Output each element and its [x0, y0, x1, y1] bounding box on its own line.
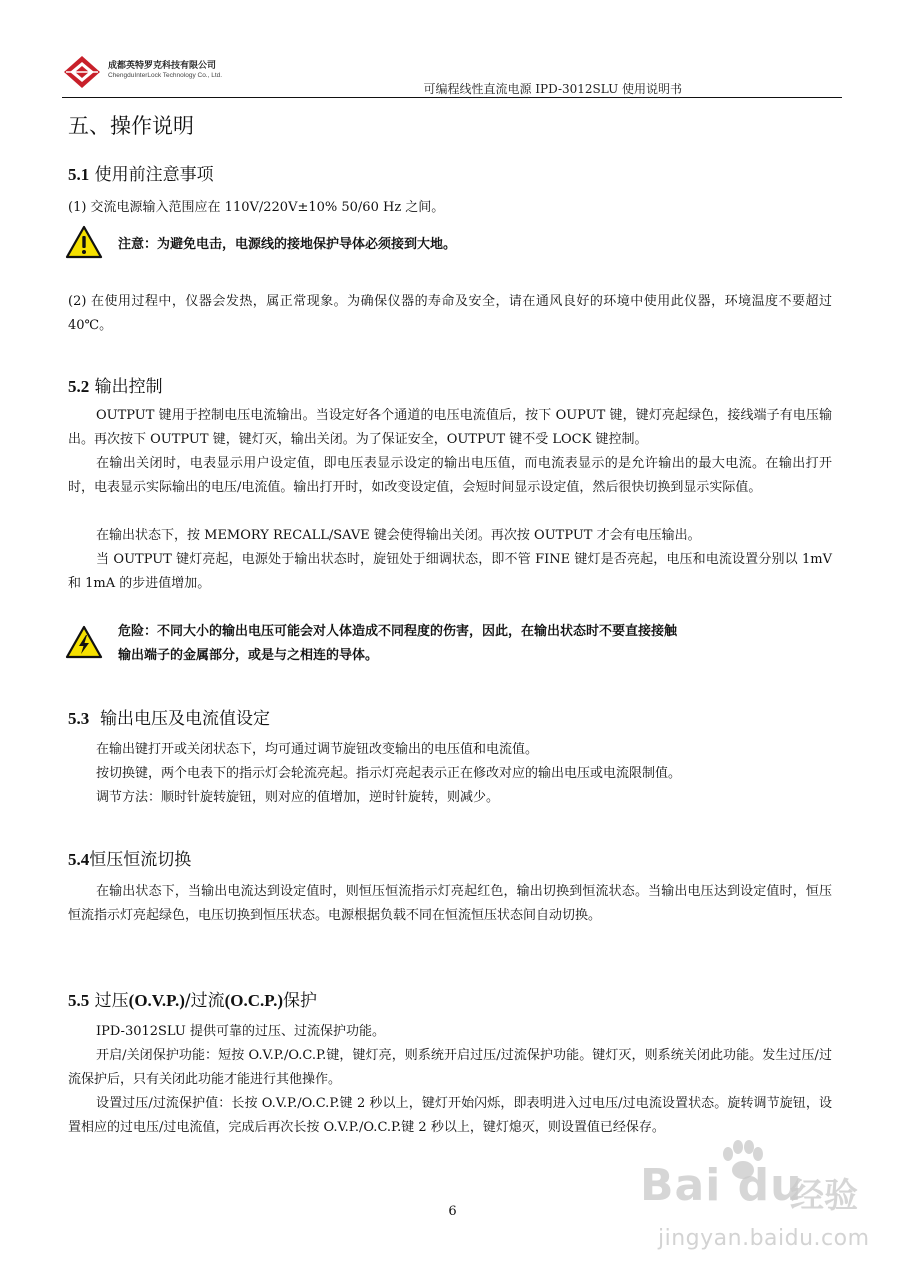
section-heading-5-1: [68, 160, 214, 185]
section-title-part: /过流: [184, 991, 225, 1011]
caution-icon: [64, 224, 104, 260]
company-name-en: ChengduInterLock Technology Co., Ltd.: [108, 72, 223, 79]
header-divider: [62, 97, 842, 98]
section-title: 输出电压及电流值设定: [100, 709, 271, 729]
danger-text-line-1: 危险：不同大小的输出电压可能会对人体造成不同程度的伤害，因此，在输出状态时不要直接接触: [118, 624, 678, 639]
document-title: 可编程线性直流电源 IPD-3012SLU 使用说明书: [423, 82, 682, 96]
chapter-title: 五、操作说明: [68, 114, 194, 138]
paragraph: OUTPUT 键用于控制电压电流输出。当设定好各个通道的电压电流值后，按下 OUPUT 键，键灯亮起绿色，接线端子有电压输出。再次按下 OUTPUT 键，键灯灭，输出关闭。为了保证安全，OUTPUT 键不受 LOCK 键控制。: [68, 408, 832, 447]
watermark-brand: 经验: [790, 1176, 858, 1216]
section-heading-5-5: [68, 986, 317, 1011]
section-number: 5.3: [68, 709, 90, 728]
page-header: [62, 44, 842, 98]
paragraph: (1) 交流电源输入范围应在 110V/220V±10% 50/60 Hz 之间。: [68, 200, 445, 215]
watermark-url: jingyan.baidu.com: [658, 1226, 870, 1251]
paragraph: 在输出状态下，按 MEMORY RECALL/SAVE 键会使得输出关闭。再次按 OUTPUT 才会有电压输出。: [96, 528, 701, 543]
section-heading-5-2: [68, 372, 163, 397]
section-title-part: 保护: [283, 991, 318, 1011]
paragraph: 当 OUTPUT 键灯亮起，电源处于输出状态时，旋钮处于细调状态，即不管 FINE 键灯是否亮起，电压和电流设置分别以 1mV 和 1mA 的步进值增加。: [68, 552, 832, 591]
company-name-cn: 成都英特罗克科技有限公司: [108, 61, 217, 71]
paragraph: (2) 在使用过程中，仪器会发热，属正常现象。为确保仪器的寿命及安全，请在通风良好的环境中使用此仪器，环境温度不要超过 40℃。: [68, 294, 832, 333]
paragraph: 在输出键打开或关闭状态下，均可通过调节旋钮改变输出的电压值和电流值。: [96, 742, 539, 757]
section-title-part: 过压: [94, 991, 129, 1011]
paragraph: IPD-3012SLU 提供可靠的过压、过流保护功能。: [96, 1024, 385, 1039]
paragraph: 调节方法：顺时针旋转旋钮，则对应的值增加，逆时针旋转，则减少。: [96, 790, 500, 805]
section-title: 恒压恒流切换: [89, 850, 192, 870]
paragraph: 设置过压/过流保护值：长按 O.V.P./O.C.P.键 2 秒以上，键灯开始闪烁，即表明进入过电压/过电流设置状态。旋转调节旋钮，设置相应的过电压/过电流值，完成后再次长按 O.V.P./O.C.P.键 2 秒以上，键灯熄灭，则设置值已经保存。: [68, 1096, 832, 1135]
section-title-part: (O.C.P.): [224, 991, 284, 1010]
company-logo-icon: [62, 54, 102, 90]
caution-text: 注意：为避免电击，电源线的接地保护导体必须接到大地。: [118, 237, 457, 252]
paragraph: 按切换键，两个电表下的指示灯会轮流亮起。指示灯亮起表示正在修改对应的输出电压或电流限制值。: [96, 766, 682, 781]
danger-icon: [64, 624, 104, 660]
page-number: 6: [448, 1204, 457, 1219]
section-number: 5.1: [68, 165, 90, 184]
section-title-part: (O.V.P.): [128, 991, 185, 1010]
section-title: 使用前注意事项: [94, 165, 214, 185]
section-heading-5-3: [68, 704, 270, 729]
paragraph: 开启/关闭保护功能：短按 O.V.P./O.C.P.键，键灯亮，则系统开启过压/过流保护功能。键灯灭，则系统关闭此功能。发生过压/过流保护后，只有关闭此功能才能进行其他操作。: [68, 1048, 832, 1087]
watermark-logo: Bai du: [640, 1160, 803, 1211]
paragraph: 在输出状态下，当输出电流达到设定值时，则恒压恒流指示灯亮起红色，输出切换到恒流状态。当输出电压达到设定值时，恒压恒流指示灯亮起绿色，电压切换到恒压状态。电源根据负载不同在恒流恒压状态间自动切换。: [68, 884, 832, 923]
section-title: 输出控制: [94, 377, 163, 397]
section-number: 5.4: [68, 850, 90, 869]
paragraph: 在输出关闭时，电表显示用户设定值，即电压表显示设定的输出电压值，而电流表显示的是允许输出的最大电流。在输出打开时，电表显示实际输出的电压/电流值。输出打开时，如改变设定值，会短时间显示设定值，然后很快切换到显示实际值。: [68, 456, 832, 495]
danger-text-line-2: 输出端子的金属部分，或是与之相连的导体。: [118, 648, 379, 663]
section-heading-5-4: [68, 845, 191, 870]
section-number: 5.2: [68, 377, 90, 396]
section-number: 5.5: [68, 991, 90, 1010]
watermark: [640, 1140, 880, 1260]
